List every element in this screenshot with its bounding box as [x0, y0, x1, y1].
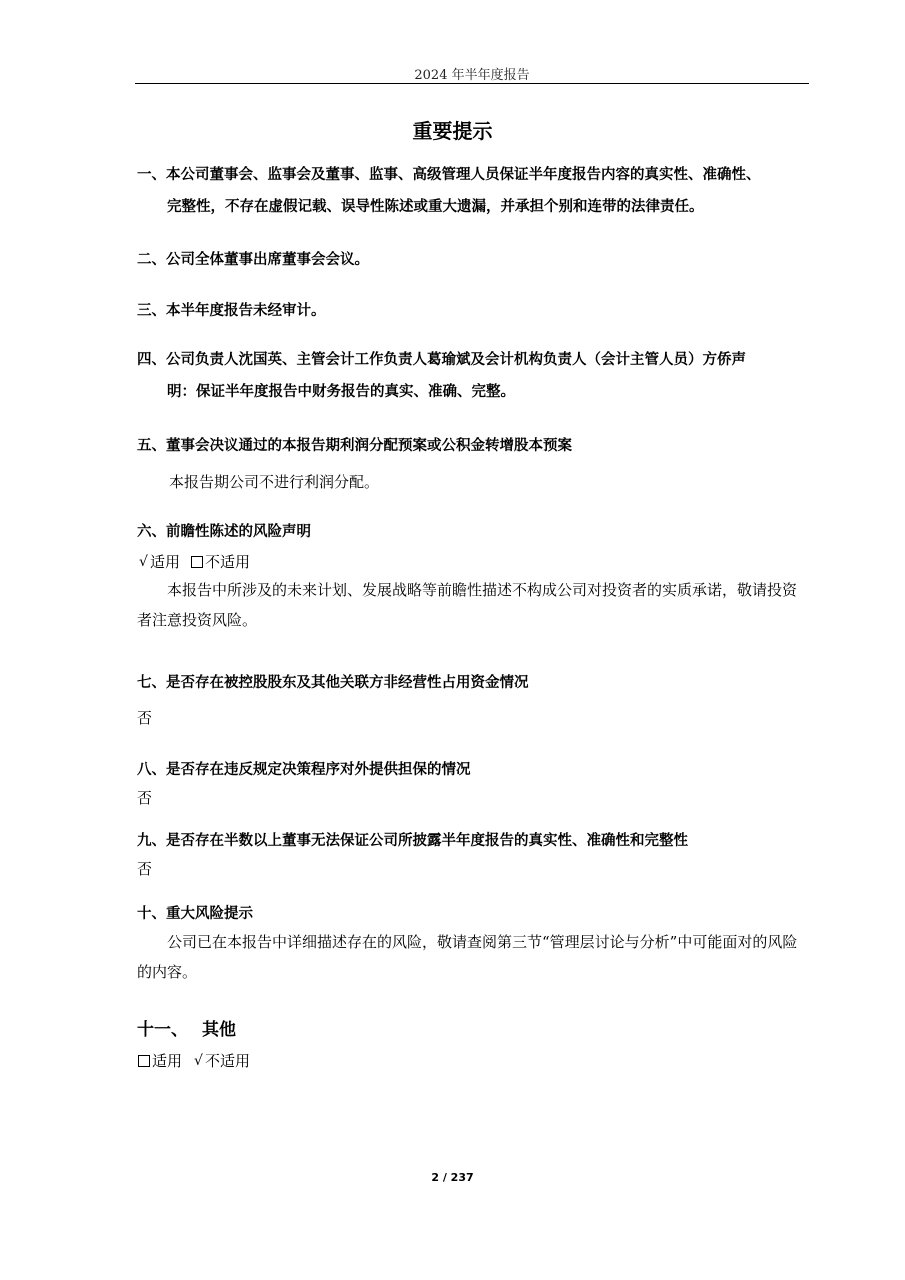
- section-8: [137, 758, 471, 779]
- checkmark-icon: √: [194, 1052, 203, 1069]
- section-10: [137, 902, 253, 923]
- section-11-text: 其他: [202, 1020, 236, 1040]
- page-title: 重要提示: [412, 119, 493, 143]
- section-11-number: 十一、: [137, 1020, 188, 1040]
- section-3-number: 三、: [137, 303, 166, 319]
- section-4-number: 四、: [137, 352, 166, 368]
- section-8-number: 八、: [137, 762, 166, 778]
- section-10-number: 十、: [137, 906, 166, 922]
- section-6-text: 前瞻性陈述的风险声明: [166, 524, 311, 540]
- checkmark-icon: √: [139, 553, 148, 570]
- section-10-text: 重大风险提示: [166, 906, 253, 922]
- section-8-answer: 否: [137, 789, 153, 807]
- section-3-text: 本半年度报告未经审计。: [166, 303, 326, 319]
- section-7: [137, 671, 529, 692]
- section-7-answer: 否: [137, 709, 153, 727]
- section-9-text: 是否存在半数以上董事无法保证公司所披露半年度报告的真实性、准确性和完整性: [166, 833, 688, 849]
- section-1-number: 一、: [137, 167, 166, 183]
- empty-checkbox-icon: [191, 556, 203, 568]
- section-5-text: 董事会决议通过的本报告期利润分配预案或公积金转增股本预案: [166, 438, 572, 454]
- applicable-label: 适用: [150, 553, 181, 571]
- section-9-number: 九、: [137, 833, 166, 849]
- section-9: [137, 829, 688, 850]
- page-number: 2 / 237: [431, 1171, 474, 1184]
- section-7-text: 是否存在被控股股东及其他关联方非经营性占用资金情况: [166, 675, 529, 691]
- not-applicable-label: 不适用: [205, 1052, 251, 1070]
- section-7-number: 七、: [137, 675, 166, 691]
- section-5-number: 五、: [137, 438, 166, 454]
- empty-checkbox-icon: [138, 1055, 150, 1067]
- section-5-body: 本报告期公司不进行利润分配。: [169, 473, 380, 491]
- section-11: [137, 1015, 236, 1040]
- section-6: [137, 520, 311, 541]
- section-4-text-line2: 明：保证半年度报告中财务报告的真实、准确、完整。: [167, 384, 515, 400]
- running-header: 2024 年半年度报告: [414, 68, 530, 83]
- section-6-body: 本报告中所涉及的未来计划、发展战略等前瞻性描述不构成公司对投资者的实质承诺，敬请投资者注意投资风险。: [137, 581, 798, 629]
- section-2-number: 二、: [137, 252, 166, 268]
- section-5: [137, 434, 572, 455]
- section-1-text-line1: 本公司董事会、监事会及董事、监事、高级管理人员保证半年度报告内容的真实性、准确性、: [166, 167, 761, 183]
- section-4: [137, 344, 809, 408]
- section-10-body: 公司已在本报告中详细描述存在的风险，敬请查阅第三节“管理层讨论与分析”中可能面对的风险的内容。: [137, 933, 798, 981]
- section-1: [137, 159, 809, 223]
- section-4-text-line1: 公司负责人沈国英、主管会计工作负责人葛瑜斌及会计机构负责人（会计主管人员）方侨声: [166, 352, 746, 368]
- section-2: [137, 248, 369, 269]
- section-11-applicability: [137, 1050, 250, 1071]
- applicable-label: 适用: [152, 1052, 183, 1070]
- section-6-number: 六、: [137, 524, 166, 540]
- header-rule: [135, 83, 809, 84]
- section-9-answer: 否: [137, 860, 153, 878]
- section-3: [137, 299, 326, 320]
- not-applicable-label: 不适用: [205, 553, 251, 571]
- section-1-text-line2: 完整性，不存在虚假记载、误导性陈述或重大遗漏，并承担个别和连带的法律责任。: [167, 199, 704, 215]
- section-6-applicability: [137, 551, 250, 572]
- section-2-text: 公司全体董事出席董事会会议。: [166, 252, 369, 268]
- section-8-text: 是否存在违反规定决策程序对外提供担保的情况: [166, 762, 471, 778]
